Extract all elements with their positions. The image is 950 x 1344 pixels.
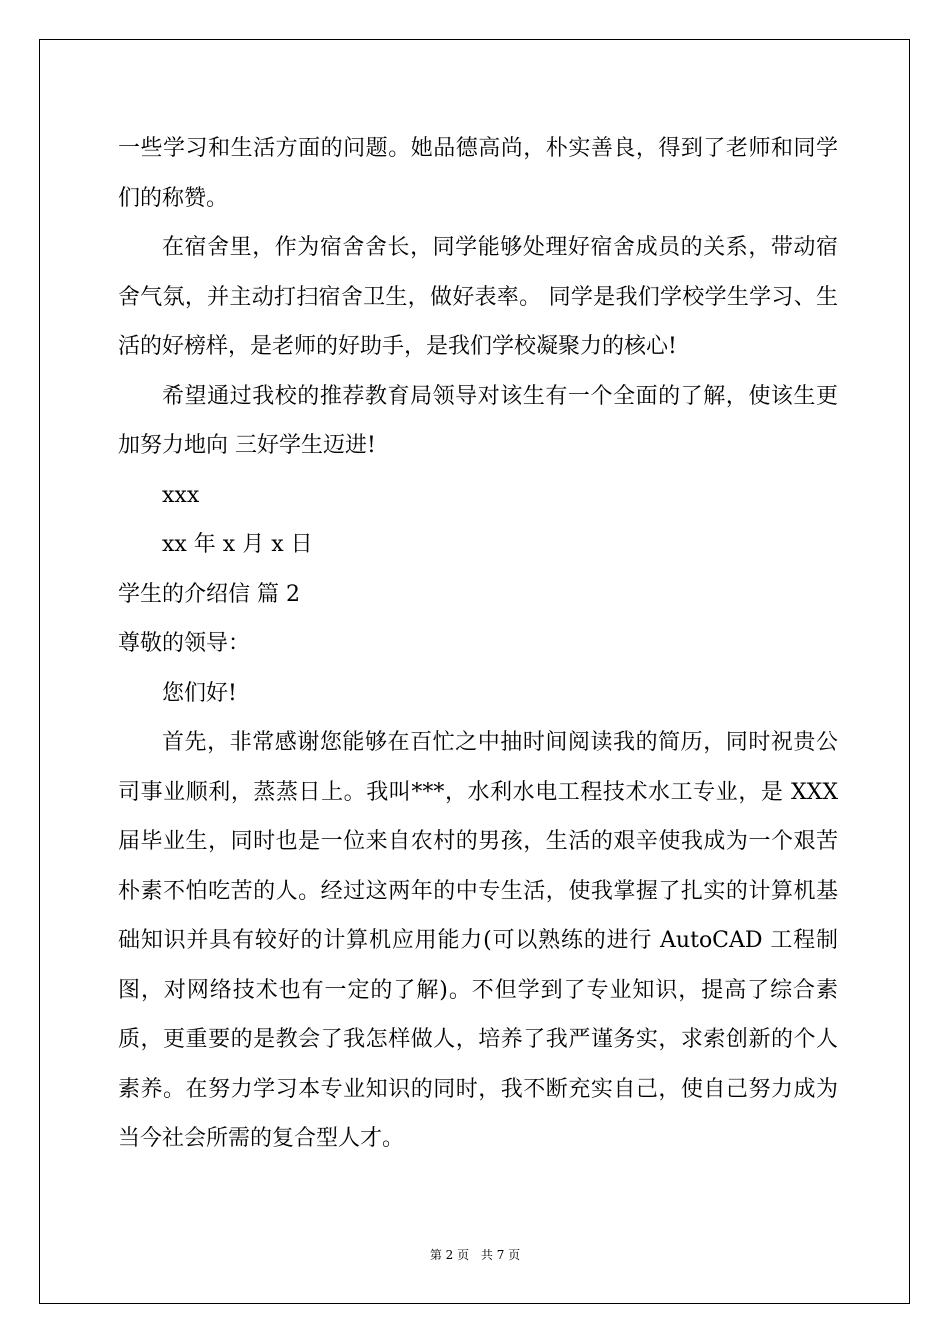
signature-date: xx 年 x 月 x 日 — [162, 532, 313, 557]
paragraph-body: 首先，非常感谢您能够在百忙之中抽时间阅读我的简历，同时祝贵公司事业顺利，蒸蒸日上。我叫***，水利水电工程技术水工专业，是 XXX 届毕业生，同时也是一位来自农村的男孩，生活的艰辛使我成为一个艰苦朴素不怕吃苦的人。经过这两年的中专生活，使我掌握了扎实的计算机基础知识并具有较好的计算机应用能力(可以熟练的进行 AutoCAD 工程制图，对网络技术也有一定的了解)。不但学到了专业知识，提高了综合素质，更重要的是教会了我怎样做人，培养了我严谨务实，求索创新的个人素养。在努力学习本专业知识的同时，我不断充实自己，使自己努力成为当今社会所需的复合型人才。 — [118, 730, 838, 1151]
page-total: 共 7 页 — [480, 1248, 521, 1262]
greeting: 您们好! — [162, 680, 237, 706]
paragraph-3: 希望通过我校的推荐教育局领导对该生有一个全面的了解，使该生更加努力地向 三好学生迈进! — [118, 383, 838, 458]
section-heading: 学生的介绍信 篇 2 — [118, 581, 300, 607]
paragraph-1: 一些学习和生活方面的问题。她品德高尚，朴实善良，得到了老师和同学们的称赞。 — [118, 136, 838, 211]
page-number: 第 2 页 — [429, 1248, 470, 1262]
paragraph-2: 在宿舍里，作为宿舍舍长，同学能够处理好宿舍成员的关系，带动宿舍气氛，并主动打扫宿舍卫生，做好表率。 同学是我们学校学生学习、生活的好榜样，是老师的好助手，是我们学校凝聚力的核心! — [118, 235, 838, 359]
signature-name: xxx — [162, 482, 200, 508]
document-body — [118, 124, 838, 1164]
page-footer — [0, 1246, 950, 1263]
salutation: 尊敬的领导： — [118, 631, 251, 656]
